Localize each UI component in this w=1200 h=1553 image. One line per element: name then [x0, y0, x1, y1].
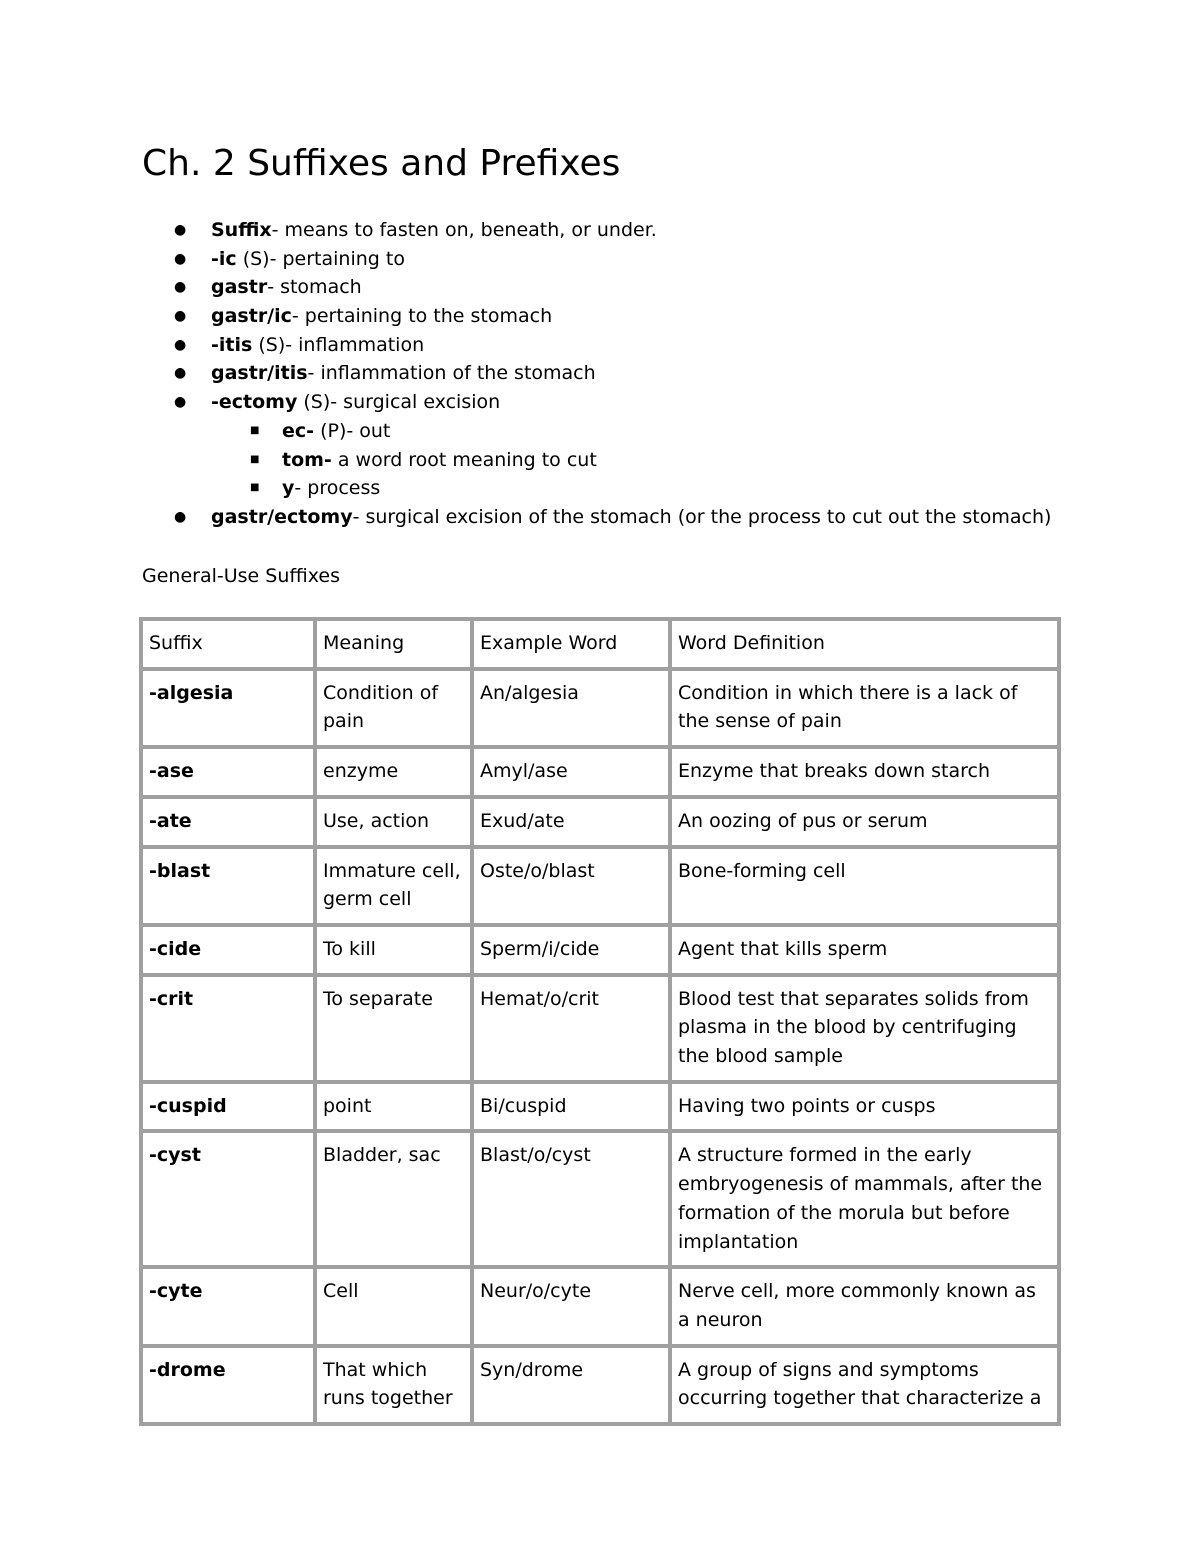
bullet-icon: ● [174, 222, 187, 238]
bullet-icon: ● [174, 394, 187, 411]
cell-meaning: point [315, 1082, 472, 1132]
cell-suffix: -ase [141, 747, 315, 797]
cell-example-word: Oste/o/blast [472, 847, 670, 925]
suffix-table [139, 617, 1061, 1426]
term: y [282, 477, 295, 500]
cell-word-definition: Condition in which there is a lack of the sense of pain [670, 669, 1059, 747]
bullet-icon: ● [174, 508, 187, 525]
cell-suffix: -cyte [141, 1267, 315, 1345]
cell-meaning: Use, action [315, 797, 472, 847]
table-row [141, 975, 1059, 1082]
page-title: Ch. 2 Suffixes and Prefixes [142, 143, 621, 184]
cell-example-word: Sperm/i/cide [472, 925, 670, 975]
cell-meaning: Immature cell, germ cell [315, 847, 472, 925]
cell-meaning: Cell [315, 1267, 472, 1345]
cell-example-word: Blast/o/cyst [472, 1131, 670, 1267]
cell-meaning: To separate [315, 975, 472, 1082]
cell-example-word: Syn/drome [472, 1346, 670, 1424]
cell-example-word: Exud/ate [472, 797, 670, 847]
definition: (S)- surgical excision [297, 391, 501, 414]
square-bullet-icon: ■ [250, 453, 260, 465]
cell-example-word: Bi/cuspid [472, 1082, 670, 1132]
term: -itis [211, 333, 253, 356]
cell-word-definition: A structure formed in the early embryogenesis of mammals, after the formation of the morula but before implantation [670, 1131, 1059, 1267]
header-cell-suffix: Suffix [141, 619, 315, 669]
bullet-icon: ● [174, 279, 187, 296]
cell-word-definition: Agent that kills sperm [670, 925, 1059, 975]
term: Suffix [211, 219, 272, 241]
cell-meaning: Condition of pain [315, 669, 472, 747]
header-cell-word-definition: Word Definition [670, 619, 1059, 669]
cell-example-word: Amyl/ase [472, 747, 670, 797]
square-bullet-icon: ■ [250, 482, 260, 494]
table-row [141, 925, 1059, 975]
table-row [141, 1082, 1059, 1132]
list-item [0, 245, 1200, 274]
bullet-icon: ● [174, 365, 187, 382]
cell-meaning: enzyme [315, 747, 472, 797]
sub-list-item [0, 417, 1200, 446]
list-item [0, 503, 1200, 532]
cell-suffix: -cuspid [141, 1082, 315, 1132]
bullet-icon: ● [174, 308, 187, 325]
table-row [141, 1267, 1059, 1345]
cell-meaning: Bladder, sac [315, 1131, 472, 1267]
cell-suffix: -algesia [141, 669, 315, 747]
definition: - pertaining to the stomach [291, 305, 553, 328]
bullet-icon: ● [174, 336, 187, 353]
term: gastr/ic [211, 305, 292, 328]
term: gastr/itis [211, 362, 308, 385]
table-header-row [141, 619, 1059, 669]
cell-example-word: An/algesia [472, 669, 670, 747]
cell-example-word: Hemat/o/crit [472, 975, 670, 1082]
cell-word-definition: Bone-forming cell [670, 847, 1059, 925]
term: tom- [282, 448, 332, 471]
sub-list-item [0, 446, 1200, 475]
bullet-icon: ● [174, 250, 187, 267]
list-item [0, 359, 1200, 388]
cell-suffix: -drome [141, 1346, 315, 1424]
cell-word-definition: Having two points or cusps [670, 1082, 1059, 1132]
table-row [141, 1131, 1059, 1267]
list-item [0, 388, 1200, 417]
definition: (S)- inflammation [252, 333, 425, 356]
cell-word-definition: An oozing of pus or serum [670, 797, 1059, 847]
cell-suffix: -cide [141, 925, 315, 975]
section-heading: General-Use Suffixes [142, 565, 340, 587]
cell-word-definition: A group of signs and symptoms occurring together that characterize a [670, 1346, 1059, 1424]
definition: (P)- out [314, 419, 391, 442]
table-row [141, 747, 1059, 797]
table-row [141, 847, 1059, 925]
table-row [141, 669, 1059, 747]
cell-meaning: That which runs together [315, 1346, 472, 1424]
definition: - inflammation of the stomach [307, 362, 596, 385]
definition: (S)- pertaining to [236, 247, 405, 270]
square-bullet-icon: ■ [250, 424, 260, 436]
definition-list [0, 216, 1200, 532]
cell-word-definition: Blood test that separates solids from plasma in the blood by centrifuging the blood sample [670, 975, 1059, 1082]
cell-suffix: -ate [141, 797, 315, 847]
cell-example-word: Neur/o/cyte [472, 1267, 670, 1345]
header-cell-example-word: Example Word [472, 619, 670, 669]
list-item [0, 331, 1200, 360]
definition: - process [294, 477, 381, 500]
definition: - surgical excision of the stomach (or the process to cut out the stomach) [352, 505, 1052, 528]
header-cell-meaning: Meaning [315, 619, 472, 669]
cell-suffix: -cyst [141, 1131, 315, 1267]
cell-word-definition: Nerve cell, more commonly known as a neuron [670, 1267, 1059, 1345]
cell-meaning: To kill [315, 925, 472, 975]
term: gastr/ectomy [211, 505, 353, 528]
cell-suffix: -blast [141, 847, 315, 925]
term: -ectomy [211, 391, 298, 414]
table-row [141, 797, 1059, 847]
definition: - means to fasten on, beneath, or under. [271, 219, 657, 241]
list-item [0, 216, 1200, 245]
sub-list-item [0, 474, 1200, 503]
definition: a word root meaning to cut [331, 448, 597, 471]
term: gastr [211, 276, 268, 299]
cell-word-definition: Enzyme that breaks down starch [670, 747, 1059, 797]
cell-suffix: -crit [141, 975, 315, 1082]
list-item [0, 302, 1200, 331]
term: -ic [211, 247, 237, 270]
table-row [141, 1346, 1059, 1424]
term: ec- [282, 419, 315, 442]
definition: - stomach [267, 276, 362, 299]
list-item [0, 273, 1200, 302]
